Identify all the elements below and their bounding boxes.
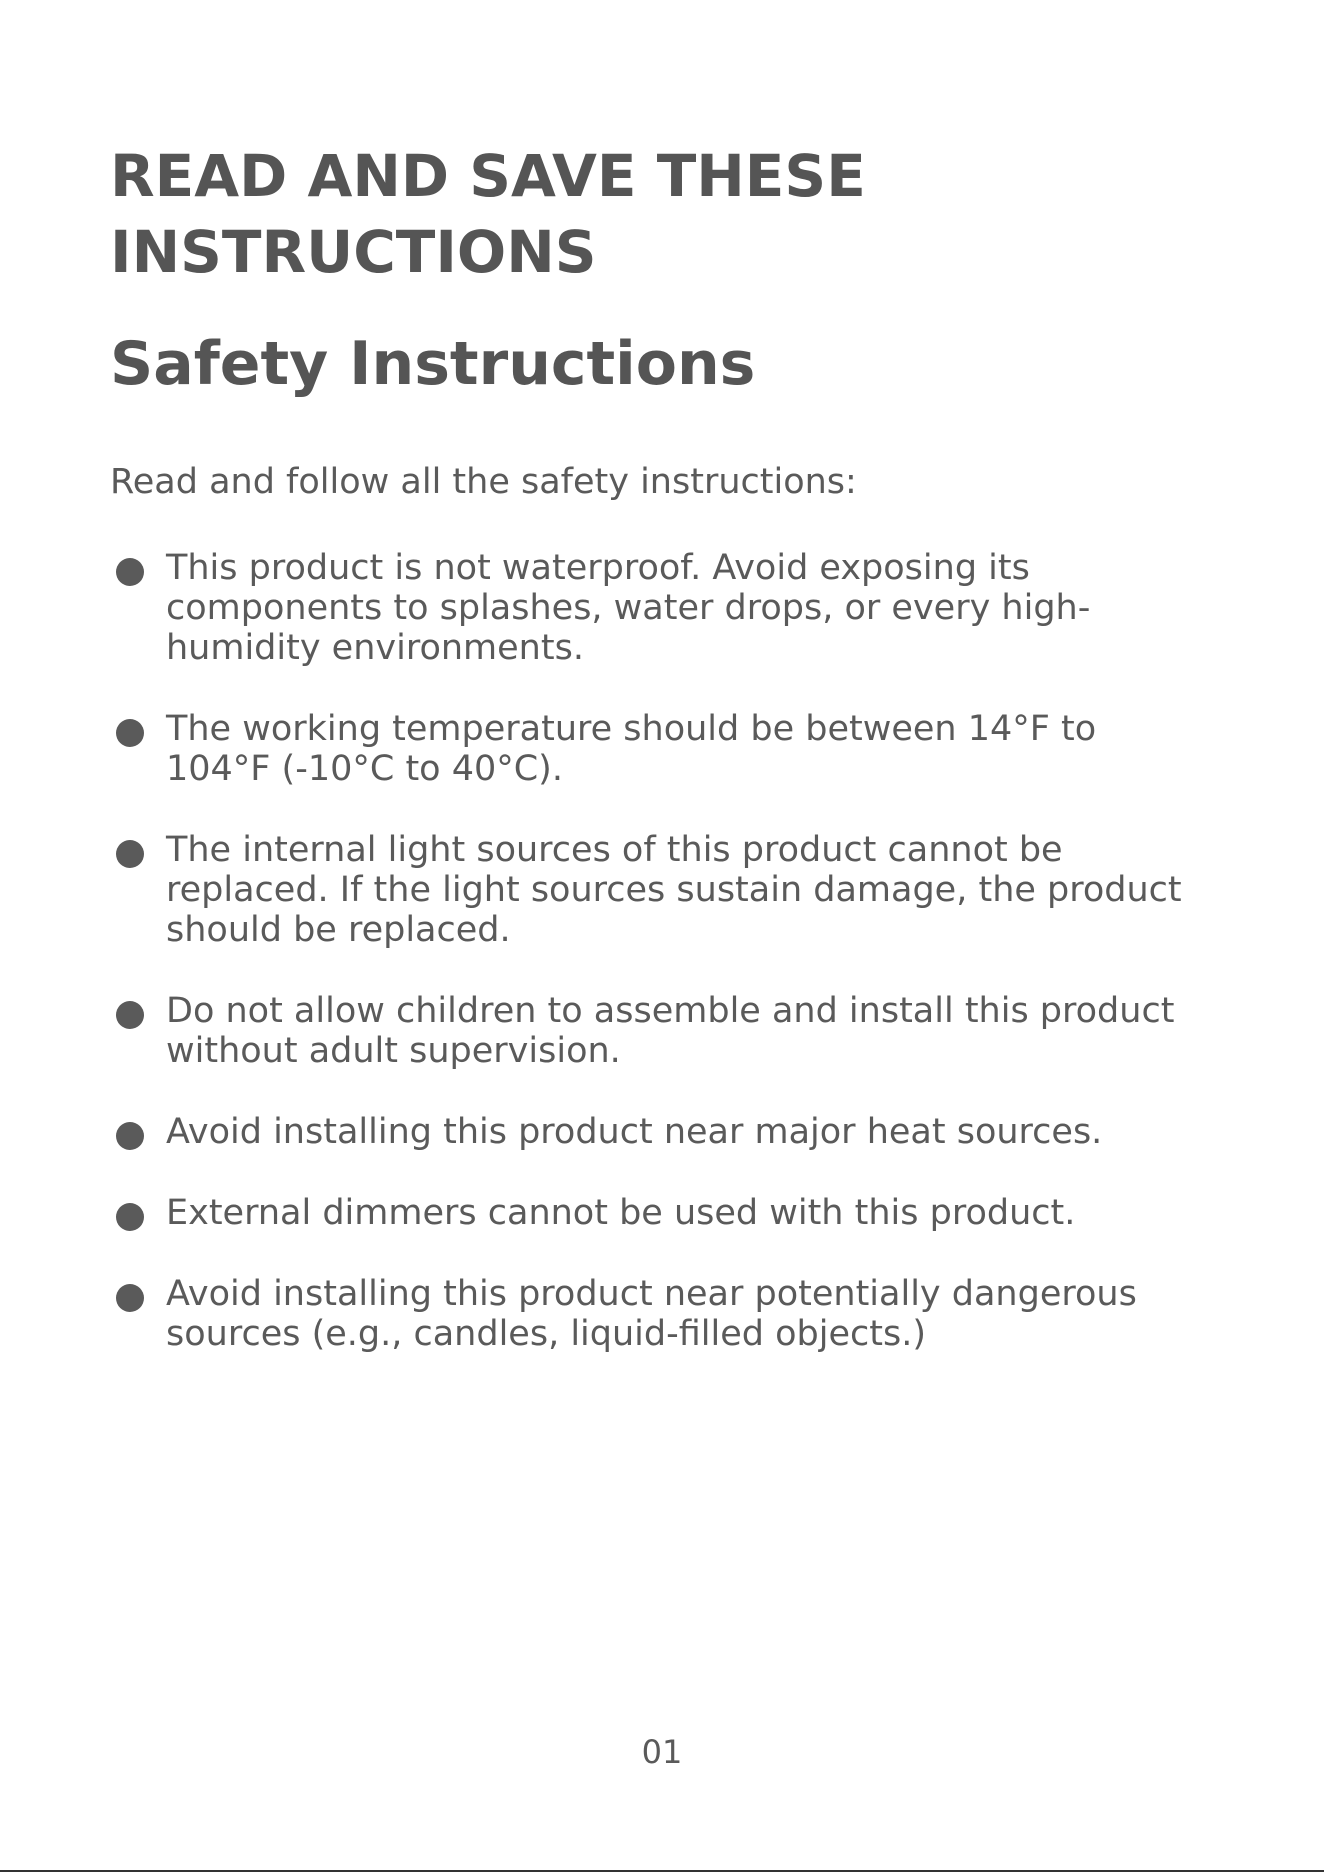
list-item-text: This product is not waterproof. Avoid exposing its components to splashes, water drops, or every high-humidity environments. bbox=[166, 548, 1091, 668]
list-item-text: Do not allow children to assemble and install this product without adult supervision. bbox=[166, 991, 1175, 1071]
bullet-icon bbox=[116, 719, 144, 747]
bullet-icon bbox=[116, 1284, 144, 1312]
list-item bbox=[110, 1274, 1210, 1354]
page-number: 01 bbox=[641, 1733, 683, 1771]
list-item-text: Avoid installing this product near potentially dangerous sources (e.g., candles, liquid-filled objects.) bbox=[166, 1274, 1137, 1354]
bullet-icon bbox=[116, 1001, 144, 1029]
list-item-text: External dimmers cannot be used with this product. bbox=[166, 1193, 1076, 1233]
list-item-text: The working temperature should be between 14°F to 104°F (-10°C to 40°C). bbox=[166, 709, 1097, 789]
list-item-text: The internal light sources of this product cannot be replaced. If the light sources sustain damage, the product should be replaced. bbox=[166, 830, 1182, 950]
bullet-icon bbox=[116, 1203, 144, 1231]
bullet-icon bbox=[116, 1122, 144, 1150]
bullet-icon bbox=[116, 558, 144, 586]
list-item bbox=[110, 548, 1210, 668]
list-item bbox=[110, 830, 1210, 950]
bullet-icon bbox=[116, 840, 144, 868]
page-title: READ AND SAVE THESE INSTRUCTIONS bbox=[110, 142, 866, 286]
list-item-text: Avoid installing this product near major heat sources. bbox=[166, 1112, 1103, 1152]
list-item bbox=[110, 709, 1210, 789]
section-title: Safety Instructions bbox=[110, 329, 756, 399]
list-item bbox=[110, 1193, 1210, 1233]
list-item bbox=[110, 991, 1210, 1071]
intro-text: Read and follow all the safety instructions: bbox=[110, 462, 857, 502]
safety-list bbox=[110, 548, 1210, 1354]
list-item bbox=[110, 1112, 1210, 1152]
